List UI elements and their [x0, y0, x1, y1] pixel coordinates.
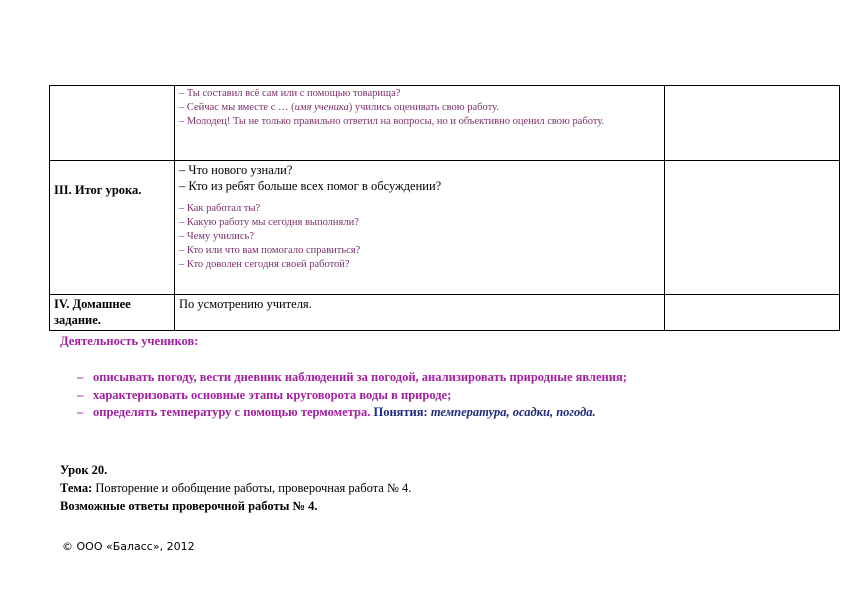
question-line: – Какую работу мы сегодня выполняли? — [179, 217, 359, 228]
lesson-info — [60, 461, 411, 515]
activities-list — [60, 369, 627, 422]
homework-text: По усмотрению учителя. — [179, 297, 312, 311]
placeholder-name: имя ученика — [294, 102, 349, 113]
list-item: – определять температуру с помощью термометра. Понятия: температура, осадки, погода. — [77, 405, 596, 419]
question-line: ) учились оценивать свою работу. — [348, 102, 499, 113]
student-activities — [60, 334, 627, 422]
question-line: – Кто доволен сегодня своей работой? — [179, 259, 350, 270]
activities-title: Деятельность учеников: — [60, 334, 199, 348]
lesson-topic: Тема: Повторение и обобщение работы, проверочная работа № 4. — [60, 481, 412, 495]
student-activity-cell — [665, 161, 840, 295]
question-line: – Молодец! Ты не только правильно ответил на вопросы, но и объективно оценил свою работу. — [179, 116, 605, 127]
stage-title: IV. Домашнее задание. — [54, 297, 131, 327]
list-item: – описывать погоду, вести дневник наблюдений за погодой, анализировать природные явления; — [77, 370, 627, 384]
question-line: – Чему учились? — [179, 231, 254, 242]
table-row — [50, 86, 840, 161]
lesson-number: Урок 20. — [60, 463, 108, 477]
student-activity-cell — [665, 86, 840, 161]
student-activity-cell — [665, 295, 840, 331]
question-line: – Как работал ты? — [179, 203, 261, 214]
answers-heading: Возможные ответы проверочной работы № 4. — [60, 499, 318, 513]
lesson-plan-table — [49, 85, 840, 331]
concepts-label: Понятия: — [373, 405, 428, 419]
stage-cell — [50, 161, 175, 295]
question-line: – Кто или что вам помогало справиться? — [179, 245, 361, 256]
concepts: температура, осадки, погода. — [430, 405, 596, 419]
teacher-activity-cell — [175, 86, 665, 161]
question-line: – Кто из ребят больше всех помог в обсуждении? — [179, 179, 442, 193]
teacher-activity-cell — [175, 295, 665, 331]
question-line: – Сейчас мы вместе с … ( — [179, 102, 295, 113]
list-item: – характеризовать основные этапы круговорота воды в природе; — [77, 387, 452, 402]
table-row — [50, 295, 840, 331]
question-line: – Что нового узнали? — [179, 163, 293, 177]
question-line: – Ты составил всё сам или с помощью товарища? — [179, 88, 401, 99]
table-row — [50, 161, 840, 295]
copyright-footer: © ООО «Баласс», 2012 — [62, 540, 195, 553]
teacher-activity-cell — [175, 161, 665, 295]
stage-title: III. Итог урока. — [54, 183, 142, 197]
stage-cell — [50, 295, 175, 331]
stage-cell — [50, 86, 175, 161]
